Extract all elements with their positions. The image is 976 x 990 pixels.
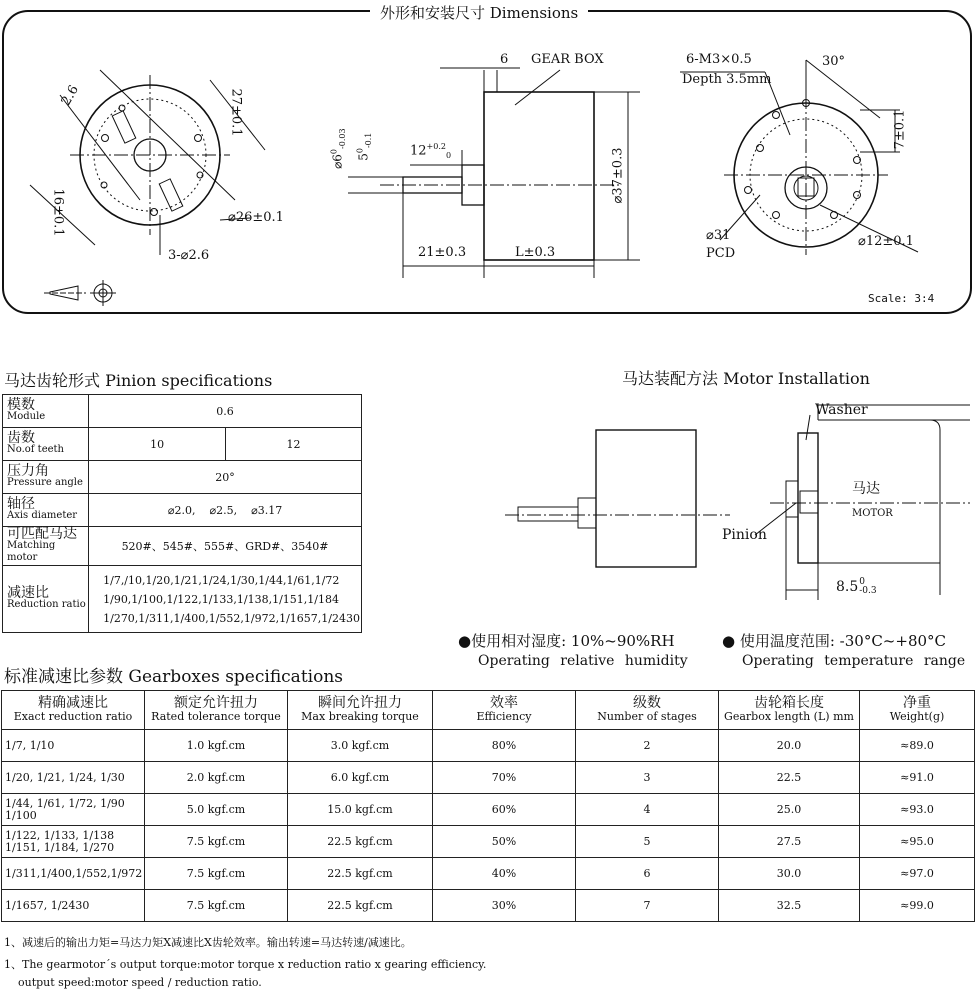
- pinion-label-reduction: [3, 566, 89, 633]
- pinion-title: 马达齿轮形式 Pinion specifications: [4, 371, 273, 390]
- front-2-6-label: 2.6: [58, 82, 83, 109]
- table-cell: 32.5: [719, 890, 860, 922]
- table-cell: 80%: [433, 730, 576, 762]
- table-cell: 5.0 kgf.cm: [145, 794, 288, 826]
- pinion-label-en: Pressure angle: [7, 477, 83, 488]
- pinion-label-zh: 可匹配马达: [7, 526, 77, 542]
- pinion-row-reduction: [3, 566, 362, 633]
- header-en: Gearbox length (L) mm: [724, 710, 854, 723]
- header-zh: 齿轮箱长度: [754, 695, 824, 711]
- pinion-row-motor: [3, 527, 362, 566]
- table-row: [2, 890, 975, 922]
- humidity-zh: ●使用相对湿度: 10%~90%RH: [458, 632, 675, 650]
- table-cell: 60%: [433, 794, 576, 826]
- table-cell: 15.0 kgf.cm: [288, 794, 433, 826]
- dimensions-title: 外形和安装尺寸 Dimensions: [370, 2, 588, 23]
- table-cell: 22.5 kgf.cm: [288, 826, 433, 858]
- table-cell: 1/44, 1/61, 1/72, 1/90 1/100: [2, 794, 145, 826]
- scale-label: Scale: 3:4: [868, 292, 935, 305]
- front-d26-label: ⌀26±0.1: [228, 210, 284, 225]
- table-cell: 40%: [433, 858, 576, 890]
- gearbox-label: GEAR BOX: [531, 52, 604, 67]
- install-dim-value: 8.5: [836, 579, 859, 595]
- pinion-label-axis: [3, 494, 89, 527]
- front-holes-label: 3-⌀2.6: [168, 248, 210, 263]
- install-dim-tol-bot: -0.3: [859, 586, 877, 596]
- pinion-label-motor: [3, 527, 89, 566]
- pinion-row-teeth: [3, 428, 362, 461]
- header-zh: 净重: [903, 695, 931, 711]
- table-cell: 7.5 kgf.cm: [145, 890, 288, 922]
- gearbox-header: [860, 691, 975, 730]
- pinion-label-en: Axis diameter: [7, 510, 78, 521]
- installation-title: 马达装配方法 Motor Installation: [622, 369, 870, 388]
- side-6-label: 6: [500, 52, 509, 67]
- table-cell: ≈93.0: [860, 794, 975, 826]
- front-27-label: 27±0.1: [228, 88, 244, 137]
- pinion-label-module: [3, 395, 89, 428]
- projection-symbol: [44, 280, 116, 306]
- side-view-drawing: [348, 68, 640, 278]
- temperature-en: Operating temperature range: [742, 653, 966, 669]
- table-cell: 22.5 kgf.cm: [288, 890, 433, 922]
- header-en: Number of stages: [597, 710, 697, 723]
- shaft-6-label: ⌀6: [330, 154, 345, 169]
- gearbox-header: [2, 691, 145, 730]
- table-cell: 50%: [433, 826, 576, 858]
- washer-label: Washer: [815, 402, 868, 418]
- pinion-label-zh: 齿数: [7, 430, 35, 446]
- pinion-label-zh: 轴径: [7, 496, 35, 512]
- front-16-label: 16±0.1: [50, 188, 66, 237]
- table-cell: 1/7, 1/10: [2, 730, 145, 762]
- d7-label: 7±0.1: [892, 109, 908, 150]
- pinion-label-en: Matching motor: [7, 540, 56, 563]
- depth-label: Depth 3.5mm: [682, 72, 772, 87]
- table-cell: 2: [576, 730, 719, 762]
- reduction-line: 1/7,/10,1/20,1/21,1/24,1/30,1/44,1/61,1/72: [103, 573, 340, 587]
- installation-drawing: [500, 395, 970, 610]
- pinion-label-zh: 压力角: [7, 463, 49, 479]
- header-en: Efficiency: [476, 710, 532, 723]
- gearbox-header: [288, 691, 433, 730]
- lL-label: L±0.3: [515, 245, 556, 260]
- table-cell: 5: [576, 826, 719, 858]
- pinion-label-teeth: [3, 428, 89, 461]
- shaft-6-dim: [330, 128, 347, 168]
- table-cell: 3: [576, 762, 719, 794]
- header-zh: 额定允许扭力: [174, 695, 258, 711]
- table-cell: 70%: [433, 762, 576, 794]
- flat-5-tol-bot: -0.1: [363, 132, 373, 149]
- table-cell: 6.0 kgf.cm: [288, 762, 433, 794]
- table-cell: 4: [576, 794, 719, 826]
- pinion-table: [2, 394, 362, 633]
- table-row: [2, 826, 975, 858]
- gearbox-header: [576, 691, 719, 730]
- motor-en-label: MOTOR: [852, 508, 893, 519]
- humidity-en: Operating relative humidity: [478, 653, 688, 669]
- pinion-value: 520#、545#、555#、GRD#、3540#: [89, 527, 362, 566]
- pinion-label-en: Module: [7, 411, 46, 422]
- pcd-label: PCD: [706, 246, 736, 261]
- pinion-value: 0.6: [89, 395, 362, 428]
- pinion-value: ⌀2.0, ⌀2.5, ⌀3.17: [89, 494, 362, 527]
- table-cell: 27.5: [719, 826, 860, 858]
- pinion-label: Pinion: [722, 527, 767, 543]
- flat-5-dim: [355, 133, 372, 161]
- table-row: [2, 794, 975, 826]
- gearbox-header-row: [2, 691, 975, 730]
- flat-5-tol-top: 0: [355, 148, 365, 154]
- pinion-label-zh: 模数: [7, 397, 35, 413]
- len-12-label: 12: [410, 143, 427, 159]
- gearbox-header: [145, 691, 288, 730]
- dimension-drawings: [0, 0, 976, 320]
- table-cell: 7.5 kgf.cm: [145, 826, 288, 858]
- table-cell: 1/1657, 1/2430: [2, 890, 145, 922]
- table-cell: 30.0: [719, 858, 860, 890]
- table-cell: ≈91.0: [860, 762, 975, 794]
- shaft-6-tol-bot: -0.03: [337, 128, 347, 149]
- table-cell: 2.0 kgf.cm: [145, 762, 288, 794]
- gearbox-table: [1, 690, 975, 922]
- header-en: Rated tolerance torque: [151, 710, 281, 723]
- install-dim: [836, 578, 877, 596]
- table-cell: 1/122, 1/133, 1/138 1/151, 1/184, 1/270: [2, 826, 145, 858]
- pinion-value: 20°: [89, 461, 362, 494]
- table-cell: 3.0 kgf.cm: [288, 730, 433, 762]
- pinion-reduction-values: [89, 566, 362, 633]
- table-cell: 25.0: [719, 794, 860, 826]
- header-en: Weight(g): [889, 710, 945, 723]
- gearbox-title: 标准减速比参数 Gearboxes specifications: [4, 667, 343, 687]
- pinion-label-en: No.of teeth: [7, 444, 64, 455]
- len-12-tol-bot: 0: [445, 150, 452, 160]
- table-cell: ≈99.0: [860, 890, 975, 922]
- header-en: Exact reduction ratio: [13, 710, 133, 723]
- install-dim-tol-top: 0: [859, 577, 865, 587]
- table-cell: 1/20, 1/21, 1/24, 1/30: [2, 762, 145, 794]
- m3-label: 6-M3×0.5: [686, 52, 752, 67]
- reduction-line: 1/90,1/100,1/122,1/133,1/138,1/151,1/184: [103, 592, 339, 606]
- table-row: [2, 762, 975, 794]
- gearbox-header: [719, 691, 860, 730]
- flat-5-label: 5: [356, 153, 371, 161]
- angle-label: 30°: [822, 54, 846, 69]
- table-cell: ≈89.0: [860, 730, 975, 762]
- d12-label: ⌀12±0.1: [858, 234, 914, 249]
- table-row: [2, 730, 975, 762]
- pinion-value: 12: [226, 428, 362, 461]
- header-en: Max breaking torque: [301, 710, 419, 723]
- motor-zh-label: 马达: [852, 481, 880, 497]
- l21-label: 21±0.3: [418, 245, 467, 260]
- table-cell: 7.5 kgf.cm: [145, 858, 288, 890]
- gearbox-header: [433, 691, 576, 730]
- temperature-zh: ● 使用温度范围: -30°C~+80°C: [722, 632, 947, 650]
- table-cell: 1.0 kgf.cm: [145, 730, 288, 762]
- table-cell: ≈97.0: [860, 858, 975, 890]
- header-zh: 精确减速比: [38, 695, 108, 711]
- len-12-tol-top: +0.2: [426, 142, 446, 151]
- pinion-label-zh: 减速比: [7, 585, 49, 601]
- len-12-dim: [410, 142, 451, 160]
- table-cell: 6: [576, 858, 719, 890]
- pinion-row-pressure: [3, 461, 362, 494]
- table-cell: 30%: [433, 890, 576, 922]
- pinion-row-axis: [3, 494, 362, 527]
- pinion-label-pressure: [3, 461, 89, 494]
- reduction-line: 1/270,1/311,1/400,1/552,1/972,1/1657,1/2430: [103, 611, 360, 625]
- note-line: 1、减速后的输出力矩=马达力矩X减速比X齿轮效率。输出转速=马达转速/减速比。: [4, 936, 412, 949]
- table-cell: 22.5: [719, 762, 860, 794]
- shaft-6-tol-top: 0: [329, 148, 339, 155]
- table-cell: 20.0: [719, 730, 860, 762]
- table-cell: 1/311,1/400,1/552,1/972: [2, 858, 145, 890]
- header-zh: 效率: [490, 695, 518, 711]
- table-cell: ≈95.0: [860, 826, 975, 858]
- pinion-value: 10: [89, 428, 226, 461]
- table-cell: 22.5 kgf.cm: [288, 858, 433, 890]
- d31-label: ⌀31: [706, 228, 731, 243]
- pinion-label-en: Reduction ratio: [7, 599, 86, 610]
- table-row: [2, 858, 975, 890]
- note-line: output speed:motor speed / reduction ratio.: [4, 976, 262, 989]
- header-zh: 级数: [633, 695, 661, 711]
- header-zh: 瞬间允许扭力: [318, 695, 402, 711]
- rear-view-drawing: [680, 60, 918, 255]
- note-line: 1、The gearmotor´s output torque:motor torque x reduction ratio x gearing efficiency.: [4, 958, 487, 971]
- table-cell: 7: [576, 890, 719, 922]
- d37-label: ⌀37±0.3: [610, 147, 626, 204]
- pinion-row-module: [3, 395, 362, 428]
